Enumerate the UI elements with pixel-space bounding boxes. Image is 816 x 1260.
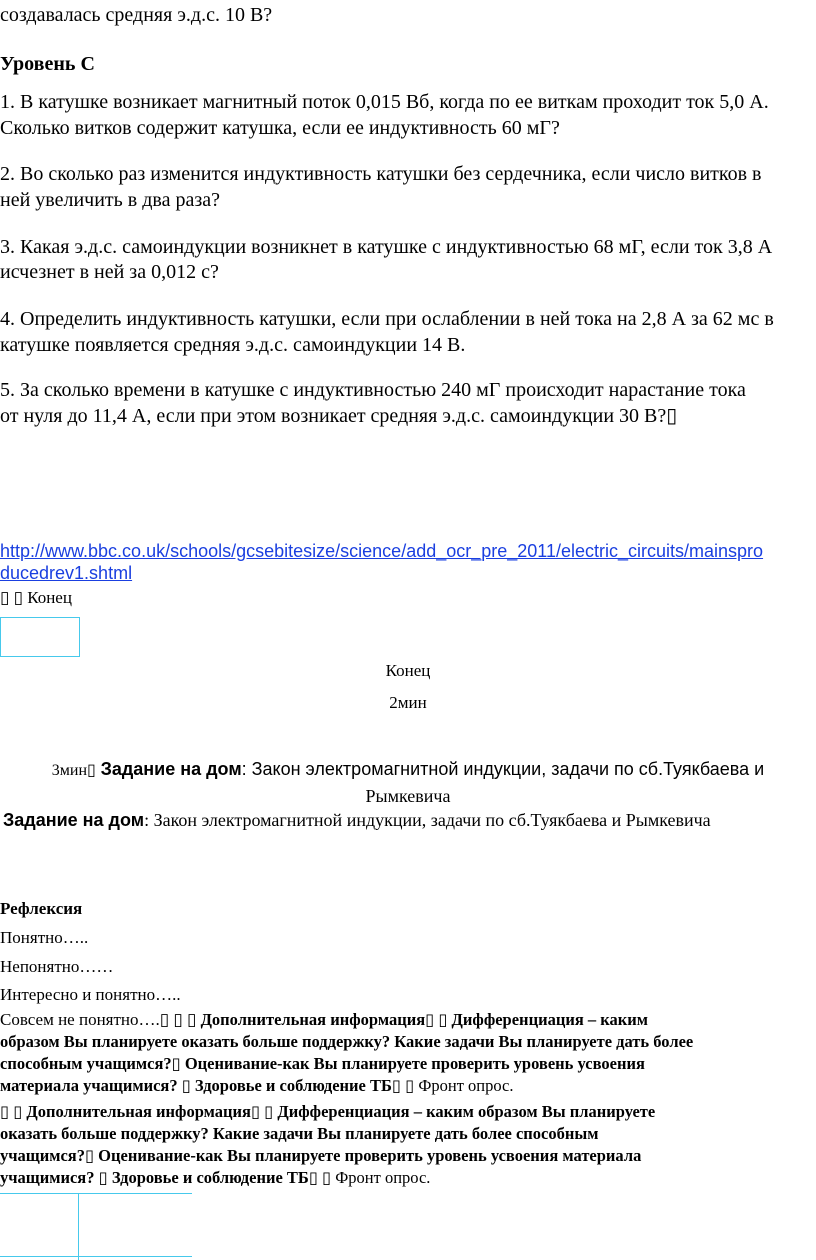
table-border-divider xyxy=(78,1193,79,1260)
task-2-line-2: ней увеличить в два раза? xyxy=(0,189,220,211)
intro-tail-text: создавалась средняя э.д.с. 10 В? xyxy=(0,4,273,26)
task-4-line-2: катушке появляется средняя э.д.с. самоиндукции 14 В. xyxy=(0,334,466,356)
info-2-line-4-normal: Фронт опрос. xyxy=(331,1168,431,1187)
info-2-line-3: учащимся?▯ Оценивание-как Вы планируете проверить уровень усвоения материала xyxy=(0,1146,642,1165)
end-label: Конец xyxy=(27,588,72,607)
info-1-line-2: образом Вы планируете оказать больше поддержку? Какие задачи Вы планируете дать более xyxy=(0,1032,694,1051)
table-border-bottom xyxy=(0,1256,192,1257)
placeholder-glyphs: ▯ ▯ xyxy=(0,588,23,607)
info-2-line-1: ▯ ▯ Дополнительная информация▯ ▯ Дифференциация – каким образом Вы планируете xyxy=(0,1102,656,1121)
time-2min-label: 2мин xyxy=(389,693,427,712)
info-1-line-1: Дополнительная информация▯ ▯ Дифференциация – каким xyxy=(200,1010,649,1029)
reflection-heading: Рефлексия xyxy=(0,899,83,918)
level-c-heading: Уровень С xyxy=(0,53,95,75)
task-1-line-1: 1. В катушке возникает магнитный поток 0,015 Вб, когда по ее виткам проходит ток 5,0 А. xyxy=(0,91,769,113)
table-border-top xyxy=(0,1193,192,1194)
info-1-line-4-bold: материала учащимися? ▯ Здоровье и соблюдение ТБ▯ ▯ xyxy=(0,1076,415,1095)
task-2-line-1: 2. Во сколько раз изменится индуктивность катушки без сердечника, если число витков в xyxy=(0,163,762,185)
resource-link-line-2[interactable]: ducedrev1.shtml xyxy=(0,563,133,583)
homework-text-line-1: : Закон электромагнитной индукции, задачи по сб.Туякбаева и xyxy=(241,759,765,779)
info-1-line-4-normal: Фронт опрос. xyxy=(414,1076,514,1095)
reflection-item-4: Совсем не понятно….▯ ▯ ▯ xyxy=(0,1010,201,1029)
homework-label: Задание на дом xyxy=(100,759,242,779)
reflection-item-1: Понятно….. xyxy=(0,928,89,947)
homework-left-label: Задание на дом xyxy=(3,810,145,830)
reflection-item-2: Непонятно…… xyxy=(0,957,114,976)
reflection-item-3: Интересно и понятно….. xyxy=(0,985,181,1004)
info-block-2 xyxy=(0,1101,655,1189)
task-3-line-1: 3. Какая э.д.с. самоиндукции возникнет в катушке с индуктивностью 68 мГ, если ток 3,8 А xyxy=(0,236,773,258)
info-block-1 xyxy=(0,1009,693,1097)
homework-left-text: : Закон электромагнитной индукции, задачи по сб.Туякбаева и Рымкевича xyxy=(144,810,711,830)
task-5-line-2: от нуля до 11,4 А, если при этом возникает средняя э.д.с. самоиндукции 30 В?▯ xyxy=(0,405,678,427)
homework-left-line xyxy=(3,808,711,832)
homework-centered-line-1 xyxy=(0,757,816,783)
end-center-label: Конец xyxy=(385,661,431,680)
homework-text-line-2: Рымкевича xyxy=(365,786,451,806)
task-1-line-2: Сколько витков содержит катушка, если ее индуктивность 60 мГ? xyxy=(0,117,560,139)
resource-link[interactable] xyxy=(0,540,763,584)
task-5-line-1: 5. За сколько времени в катушке с индуктивностью 240 мГ происходит нарастание тока xyxy=(0,379,746,401)
homework-time-prefix: 3мин▯ xyxy=(51,762,96,779)
task-3-line-2: исчезнет в ней за 0,012 с? xyxy=(0,261,219,283)
info-2-line-2: оказать больше поддержку? Какие задачи Вы планируете дать более способным xyxy=(0,1124,599,1143)
empty-table-cell xyxy=(0,617,80,657)
task-4-line-1: 4. Определить индуктивность катушки, если при ослаблении в ней тока на 2,8 А за 62 мс в xyxy=(0,308,774,330)
info-1-line-3: способным учащимся?▯ Оценивание-как Вы планируете проверить уровень усвоения xyxy=(0,1054,645,1073)
resource-link-line-1[interactable]: http://www.bbc.co.uk/schools/gcsebitesize/science/add_ocr_pre_2011/electric_circuits/mainspro xyxy=(0,541,764,561)
info-2-line-4-bold: учащимися? ▯ Здоровье и соблюдение ТБ▯ ▯ xyxy=(0,1168,332,1187)
